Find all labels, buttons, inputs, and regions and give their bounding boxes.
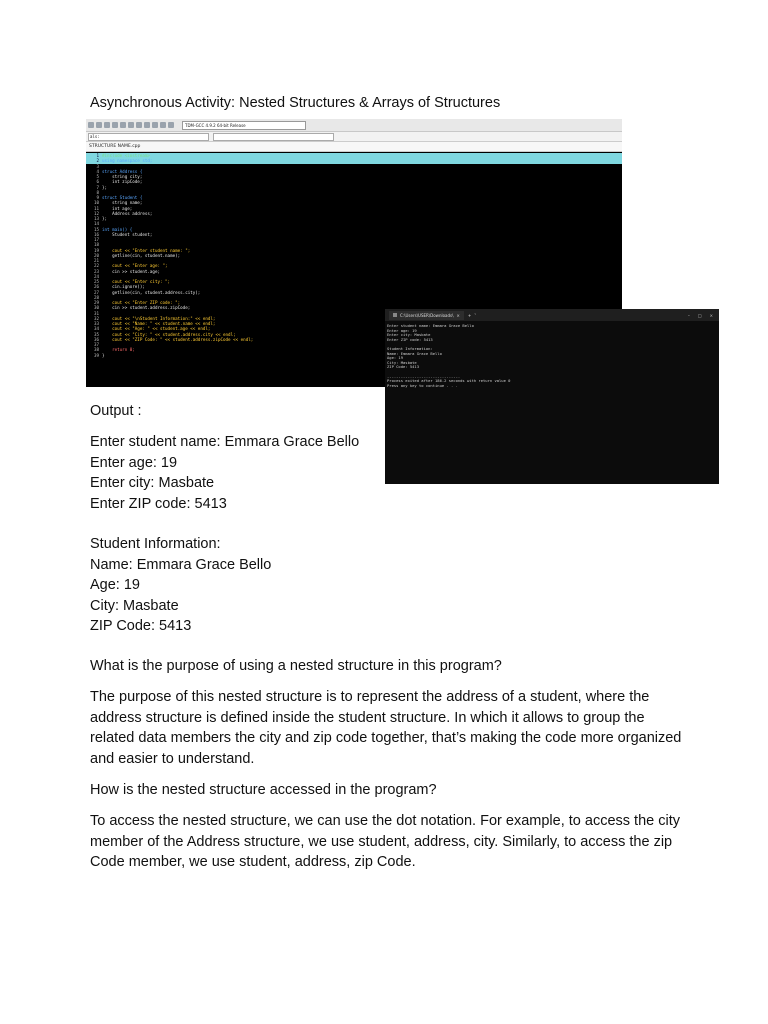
info-line: Age: 19: [90, 577, 140, 593]
question-2: How is the nested structure accessed in the program?: [90, 782, 437, 798]
code-text: string name;: [102, 200, 143, 206]
code-text: struct Address {: [102, 168, 143, 174]
output-line: Enter city: Masbate: [90, 475, 215, 491]
code-text: };: [102, 184, 108, 190]
line-number: 7: [96, 184, 99, 190]
code-text: Student student;: [102, 231, 153, 237]
line-number: 37: [93, 342, 99, 347]
terminal-icon: [393, 313, 397, 317]
console-line: Enter student name: Emmara Grace Bello: [387, 323, 474, 328]
student-info-block: [90, 534, 690, 637]
ide-toolbar: [86, 119, 622, 132]
line-number: 26: [93, 284, 99, 290]
search-icon: [136, 122, 142, 128]
console-line: Age: 19: [387, 355, 404, 361]
info-line: Name: Emmara Grace Bello: [90, 556, 272, 573]
code-text: int main() {: [102, 226, 133, 232]
debug-icon: [168, 122, 174, 128]
line-number: 32: [93, 315, 99, 321]
line-number: 25: [93, 279, 99, 284]
code-text: cout << "Enter student name: ";: [102, 247, 191, 253]
line-number: 11: [93, 205, 99, 211]
info-line: City: Masbate: [90, 597, 179, 614]
line-number: 12: [93, 210, 99, 216]
output-line: Enter age: 19: [90, 454, 178, 471]
compile-run-icon: [160, 122, 166, 128]
info-line: ZIP Code: 5413: [90, 618, 192, 634]
line-number: 24: [93, 273, 99, 279]
code-text: cin.ignore();: [102, 284, 145, 290]
line-number: 31: [93, 310, 99, 316]
page-title: Asynchronous Activity: Nested Structures & Arrays of Structures: [90, 95, 501, 111]
code-text: struct Student {: [102, 195, 143, 200]
unindent-icon: [128, 122, 134, 128]
console-line: Enter age: 19: [387, 327, 417, 333]
line-number: 30: [93, 305, 99, 311]
line-number: 17: [93, 237, 99, 242]
line-number: 28: [93, 294, 99, 300]
answer-2: To access the nested structure, we can use the dot notation. For example, to access the city member of the Address structure, we use student, address, city. Similarly, to access the zip Code member, we use student, address, zip Code.: [90, 813, 680, 870]
console-tab: [389, 311, 464, 320]
code-text: cout << "\nStudent Information:" << endl;: [102, 315, 216, 321]
code-text: return 0;: [102, 347, 135, 353]
code-text: };: [102, 216, 108, 221]
run-icon: [152, 122, 158, 128]
console-line: Enter city: Masbate: [387, 332, 431, 338]
line-number: 27: [93, 289, 99, 295]
ide-toolbar-secondary: [86, 132, 622, 142]
code-text: cin >> student.address.zipCode;: [102, 305, 191, 311]
line-number: 35: [93, 331, 99, 337]
code-text: cout << "Age: " << student.age << endl;: [102, 326, 211, 332]
line-number: 33: [93, 321, 99, 326]
console-line: City: Masbate: [387, 359, 417, 365]
line-number: 21: [93, 258, 99, 263]
indent-icon: [120, 122, 126, 128]
console-line: Student Information:: [387, 345, 433, 351]
line-number: 10: [93, 200, 99, 206]
console-line: Process exited after 186.2 seconds with return value 0: [387, 378, 511, 384]
new-file-icon: [88, 122, 94, 128]
line-number: 3: [96, 163, 99, 169]
open-file-icon: [96, 122, 102, 128]
maximize-icon: □: [697, 312, 702, 318]
line-number: 15: [93, 226, 99, 232]
scope-dropdown: als:: [88, 133, 209, 141]
console-line: Enter ZIP code: 5413: [387, 336, 433, 342]
code-text: cin >> student.age;: [102, 268, 160, 274]
console-output: [385, 321, 719, 388]
code-text: cout << "City: " << student.address.city << endl;: [102, 331, 236, 337]
chevron-down-icon: ˅: [474, 312, 477, 318]
code-text: cout << "ZIP Code: " << student.address.zipCode << endl;: [102, 336, 254, 342]
line-number: 4: [96, 168, 99, 174]
line-number: 29: [93, 300, 99, 305]
output-line: Enter student name: Emmara Grace Bello: [90, 434, 360, 450]
code-text: cout << "Enter ZIP code: ";: [102, 300, 181, 305]
code-text: getline(cin, student.address.city);: [102, 289, 201, 295]
line-number: 13: [93, 216, 99, 221]
redo-icon: [112, 122, 118, 128]
code-text: }: [102, 352, 105, 358]
line-number: 18: [93, 242, 99, 248]
line-number: 8: [96, 189, 99, 195]
line-number: 19: [93, 247, 99, 253]
compiler-select: TDM-GCC 4.9.2 64-bit Release: [182, 121, 306, 130]
line-number: 16: [93, 231, 99, 237]
console-line: Press any key to continue . . .: [387, 382, 458, 388]
code-text: cout << "Name: " << student.name << endl;: [102, 321, 216, 326]
line-number: 38: [93, 347, 99, 353]
line-number: 20: [93, 252, 99, 258]
line-number: 9: [96, 195, 99, 200]
answer-1: The purpose of this nested structure is to represent the address of a student, where the address structure is defined inside the student structure. In which it allows to group the related data members the city and zip code together, that’s making the code more organized and easier to understand.: [90, 689, 682, 767]
close-icon: ×: [709, 312, 713, 318]
output-block: [90, 432, 690, 514]
line-number: 22: [93, 263, 99, 269]
code-text: int zipCode;: [102, 179, 143, 185]
code-text: cout << "Enter city: ";: [102, 279, 171, 284]
line-number: 14: [93, 221, 99, 227]
console-titlebar: [385, 309, 719, 321]
code-text: string city;: [102, 174, 143, 179]
code-text: cout << "Enter age: ";: [102, 263, 168, 269]
console-line: Name: Emmara Grace Bello: [387, 350, 442, 356]
line-number: 39: [93, 352, 99, 358]
line-number: 1: [96, 153, 99, 158]
symbol-dropdown: [213, 133, 334, 141]
compile-icon: [144, 122, 150, 128]
line-number: 6: [96, 179, 99, 185]
console-tab-title: C:\Users\USER\Downloads\: [400, 312, 454, 318]
code-text: using namespace std;: [102, 158, 153, 164]
code-text: Address address;: [102, 210, 153, 216]
undo-icon: [104, 122, 110, 128]
code-text: int age;: [102, 205, 133, 211]
line-number: 2: [96, 158, 99, 164]
console-line: ZIP Code: 5413: [387, 364, 420, 370]
window-controls: [688, 313, 719, 318]
line-number: 23: [93, 268, 99, 274]
new-tab-icon: +: [467, 312, 472, 318]
line-number: 34: [93, 326, 99, 332]
code-text: #include <iostream>: [102, 153, 150, 158]
info-line: Student Information:: [90, 536, 221, 552]
editor-tab: STRUCTURE NAME.cpp: [86, 142, 622, 152]
question-1: What is the purpose of using a nested structure in this program?: [90, 658, 502, 674]
line-number: 36: [93, 336, 99, 342]
output-line: Enter ZIP code: 5413: [90, 495, 227, 512]
close-tab-icon: ×: [456, 312, 460, 318]
console-line: --------------------------------: [387, 373, 461, 379]
line-number: 5: [96, 174, 99, 179]
code-text: getline(cin, student.name);: [102, 252, 181, 258]
minimize-icon: –: [687, 312, 690, 318]
output-label: Output :: [90, 403, 142, 419]
